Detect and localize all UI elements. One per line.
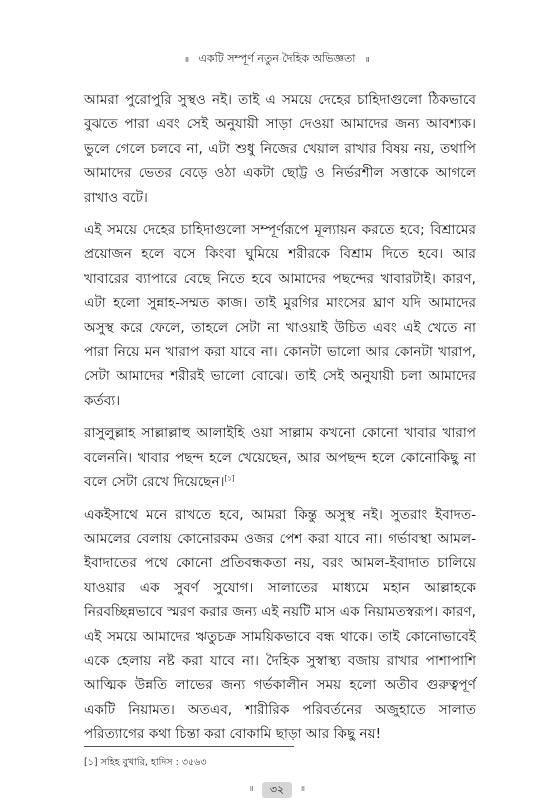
header-title: একটি সম্পূর্ণ নতুন দৈহিক অভিজ্ঞতা: [198, 52, 356, 65]
page-right-mark: ॥: [300, 784, 306, 793]
paragraph-4: একইসাথে মনে রাখতে হবে, আমরা কিন্তু অসুস্থ নই। সুতরাং ইবাদত-আমলের বেলায় কোনোরকম ওজর পেশ করা যাবে না। গর্ভাবস্থা আমল-ইবাদাতের পথে কোনো প্রতিবন্ধকতা নয়, বরং আমল-ইবাদাত চালিয়ে যাওয়ার এক সুবর্ণ সুযোগ। সালাতের মাধ্যমে মহান আল্লাহকে নিরবচ্ছিন্নভাবে স্মরণ করার জন্য এই নয়টি মাস এক নিয়ামতস্বরূপ। কারণ, এই সময়ে আমাদের ঋতুচক্র সাময়িকভাবে বন্ধ থাকে। তাই কোনোভাবেই একে হেলায় নষ্ট করা যাবে না। দৈহিক সুস্বাস্থ্য বজায় রাখার পাশাপাশি আত্মিক উন্নতি লাভের জন্য গর্ভকালীন সময় হলো অতীব গুরুত্বপূর্ণ একটি নিয়ামত। অতএব, শারীরিক পরিবর্তনের অজুহাতে সালাত পরিত্যাগের কথা চিন্তা করা বোকামি ছাড়া আর কিছু নয়!: [84, 506, 476, 743]
page-number-badge: ৩২: [262, 782, 292, 798]
header-left-mark: ॥: [184, 54, 190, 64]
header-right-mark: ॥: [364, 54, 370, 64]
paragraph-1: আমরা পুরোপুরি সুস্থও নই। তাই এ সময়ে দেহের চাহিদাগুলো ঠিকভাবে বুঝতে পারা এবং সেই অনুযায়ী সাড়া দেওয়া আমাদের জন্য আবশ্যক। ভুলে গেলে চলবে না, এটা শুধু নিজের খেয়াল রাখার বিষয় নয়, তথাপি আমাদের ভেতর বেড়ে ওঠা একটা ছোট্ট ও নির্ভরশীল সত্তাকে আগলে রাখাও বটে।: [84, 92, 476, 206]
body-text: [84, 88, 476, 755]
paragraph-2: এই সময়ে দেহের চাহিদাগুলো সম্পূর্ণরূপে মূল্যায়ন করতে হবে; বিশ্রামের প্রয়োজন হলে বসে কিংবা ঘুমিয়ে শরীরকে বিশ্রাম দিতে হবে। আর খাবারের ব্যাপারে বেছে নিতে হবে আমাদের পছন্দের খাবারটাই। কারণ, এটা হলো সুন্নাহ-সম্মত কাজ। তাই মুরগির মাংসের ঘ্রাণ যদি আমাদের অসুস্থ করে ফেলে, তাহলে সেটা না খাওয়াই উচিত এবং এই খেতে না পারা নিয়ে মন খারাপ করা যাবে না। কোনটা ভালো আর কোনটা খারাপ, সেটা আমাদের শরীরই ভালো বোঝে। তাই সেই অনুযায়ী চলা আমাদের কর্তব্য।: [84, 222, 476, 409]
paragraph-3: [84, 421, 476, 494]
page-left-mark: ॥: [248, 784, 254, 793]
paragraph-3-text: রাসুলুল্লাহ সাল্লাল্লাহু আলাইহি ওয়া সাল্লাম কখনো কোনো খাবার খারাপ বলেননি। খাবার পছন্দ হলে খেয়েছেন, আর অপছন্দ হলে কোনোকিছু না বলে সেটা রেখে দিয়েছেন।: [84, 425, 476, 491]
footnote: [১] সহিহ বুখারি, হাদিস : ৩৫৬৩: [84, 757, 207, 768]
footnote-divider: [84, 746, 294, 747]
running-header: [0, 50, 554, 69]
footnote-reference[interactable]: [১]: [224, 474, 235, 483]
page-number: [0, 778, 554, 798]
